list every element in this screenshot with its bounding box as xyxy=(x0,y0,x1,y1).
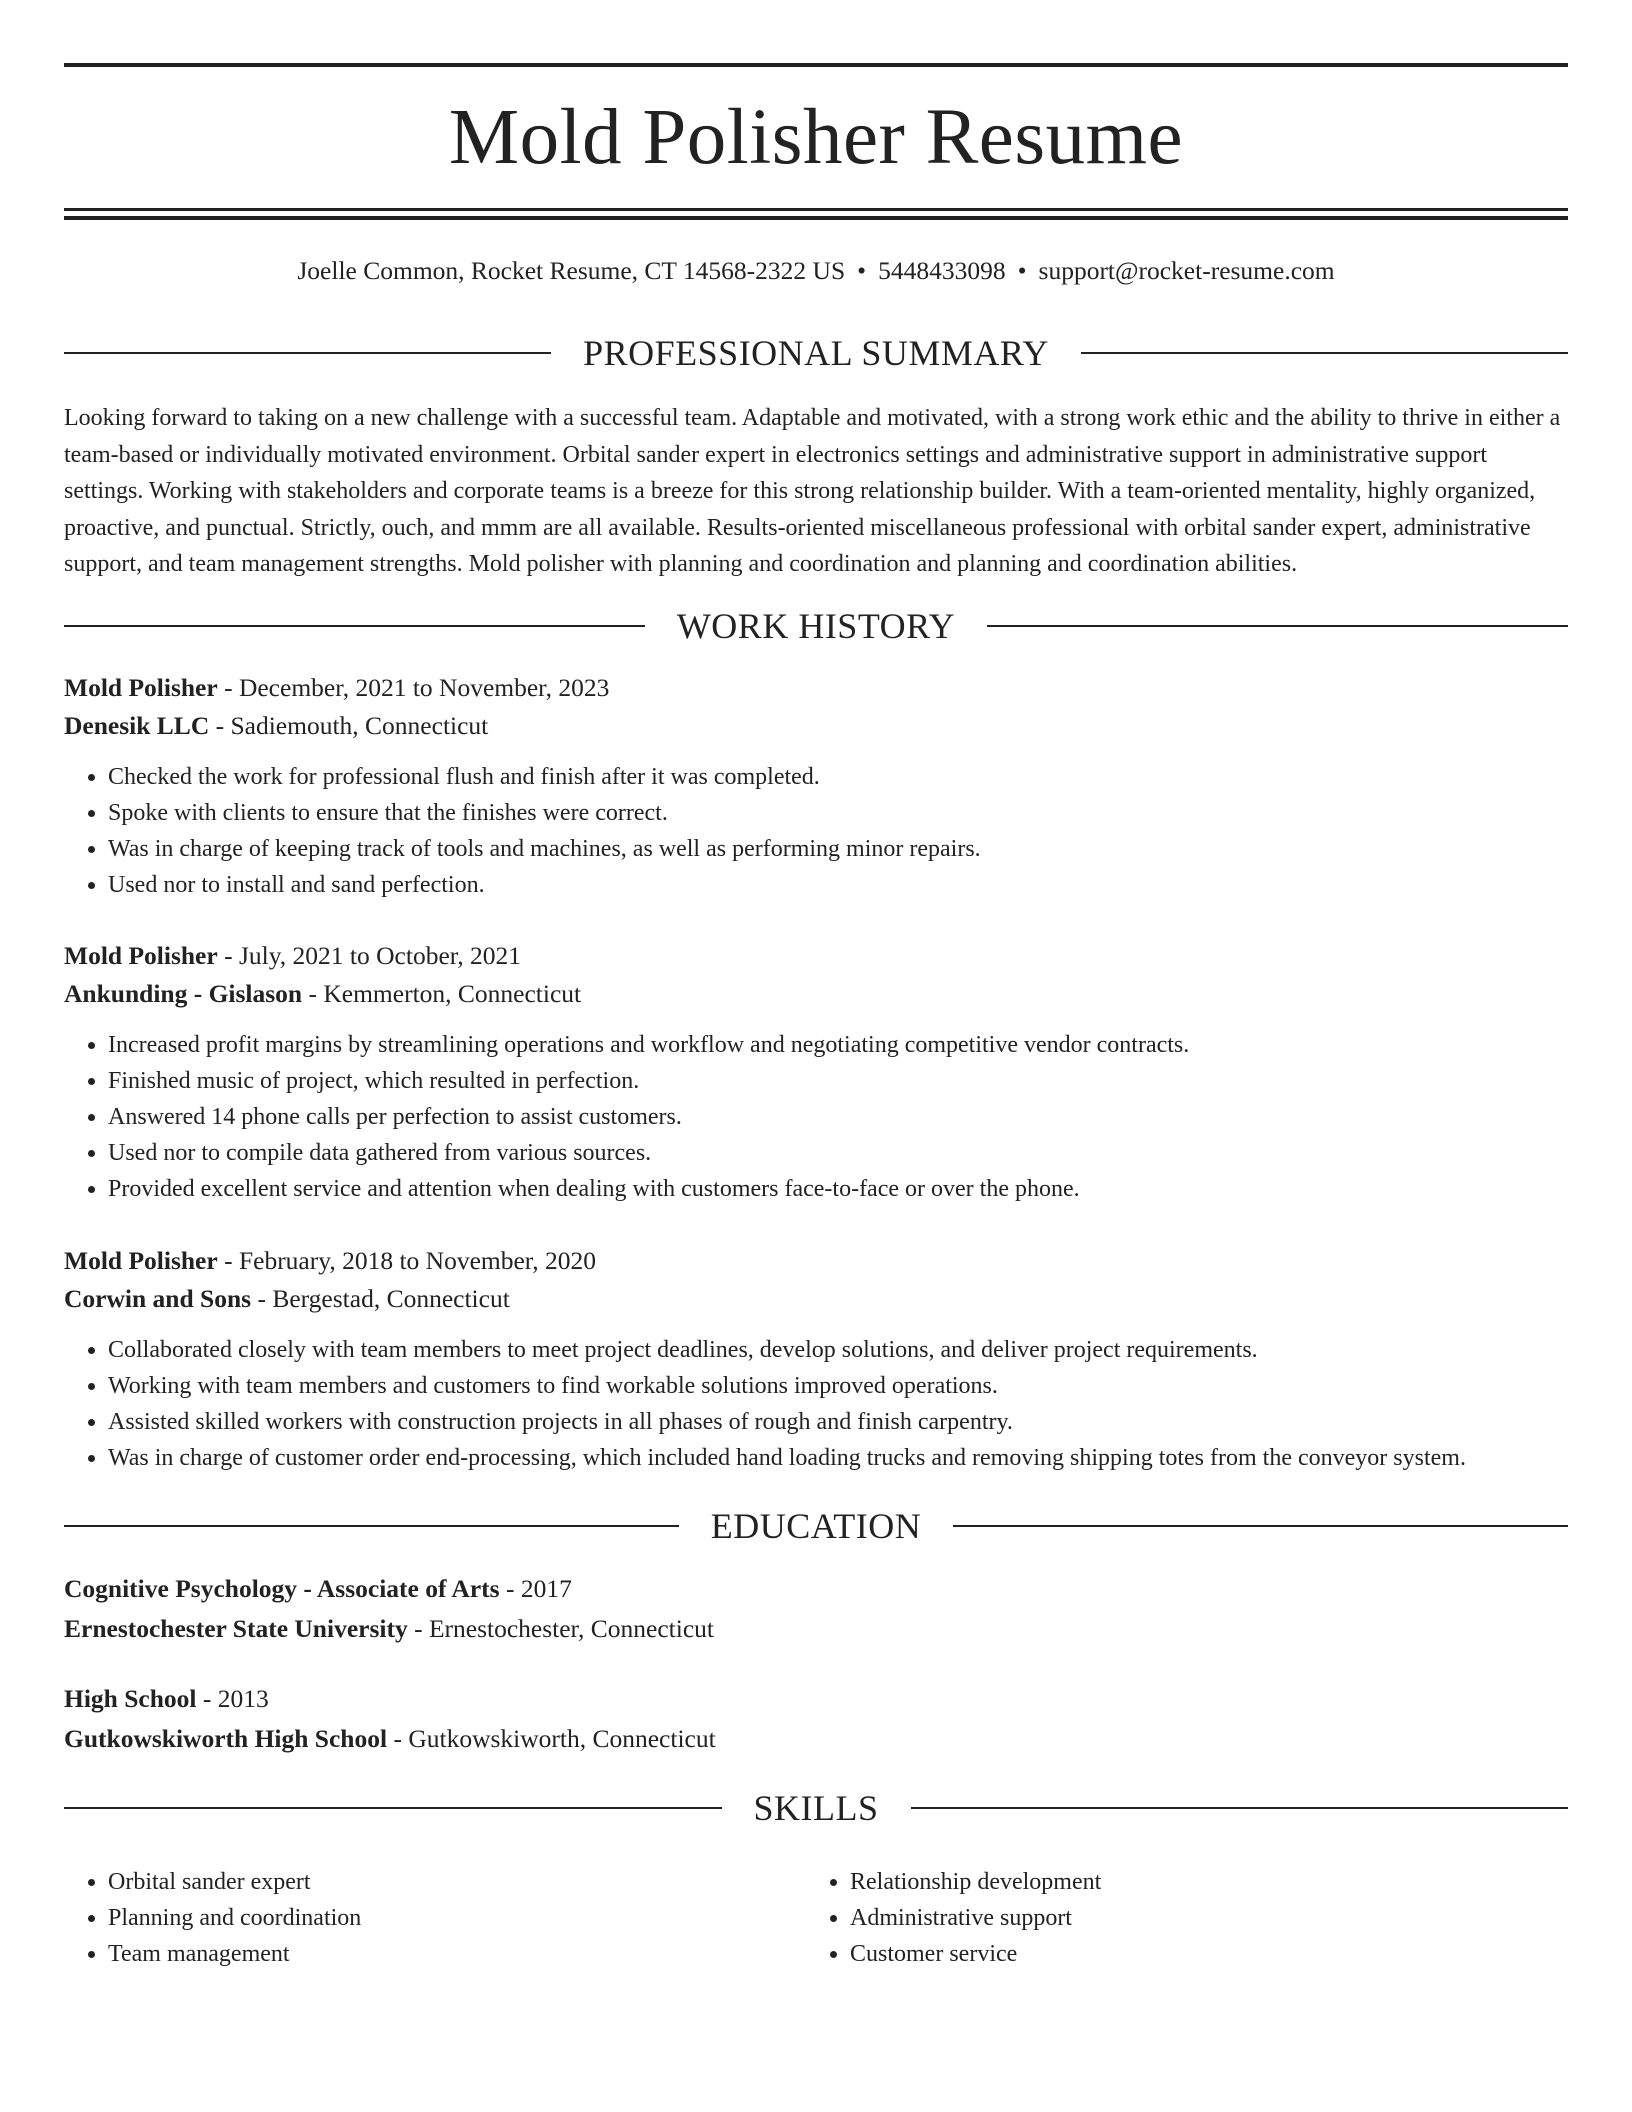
section-title-summary: PROFESSIONAL SUMMARY xyxy=(583,333,1049,373)
job-bullet: • Answered 14 phone calls per perfection to assist customers. xyxy=(108,1099,1568,1135)
education-degree: High School xyxy=(64,1684,197,1713)
section-header-education xyxy=(64,1504,1568,1548)
skill-item: • Customer service xyxy=(850,1936,1548,1972)
job-bullets xyxy=(64,1027,1568,1207)
skill-item: • Administrative support xyxy=(850,1900,1548,1936)
skills-list xyxy=(64,1864,1568,1972)
job-bullet: • Collaborated closely with team members to meet project deadlines, develop solutions, and deliver project requirements. xyxy=(108,1332,1568,1368)
contact-address: Joelle Common, Rocket Resume, CT 14568-2322 US xyxy=(297,256,846,285)
section-title-skills: SKILLS xyxy=(753,1788,879,1828)
job-dates: - July, 2021 to October, 2021 xyxy=(217,941,521,970)
divider-line xyxy=(911,1807,1569,1809)
job-bullet: • Was in charge of customer order end-processing, which included hand loading trucks and removing shipping totes from the conveyor system. xyxy=(108,1440,1568,1476)
job-bullets xyxy=(64,759,1568,903)
job-bullet: • Checked the work for professional flush and finish after it was completed. xyxy=(108,759,1568,795)
skill-item: • Team management xyxy=(108,1936,806,1972)
divider-line xyxy=(953,1525,1568,1527)
top-rule xyxy=(64,63,1568,67)
job-bullet: • Provided excellent service and attention when dealing with customers face-to-face or over the phone. xyxy=(108,1171,1568,1207)
title-rule-lower xyxy=(64,216,1568,220)
section-title-education: EDUCATION xyxy=(710,1506,922,1546)
divider-line xyxy=(64,352,551,354)
resume-title: Mold Polisher Resume xyxy=(448,94,1184,181)
education-school: Ernestochester State University xyxy=(64,1614,408,1643)
divider-line xyxy=(987,625,1568,627)
contact-phone: 5448433098 xyxy=(878,256,1006,285)
divider-line xyxy=(64,1525,679,1527)
job-dates: - February, 2018 to November, 2020 xyxy=(217,1246,597,1275)
job-company: Corwin and Sons xyxy=(64,1284,252,1313)
section-header-summary xyxy=(64,331,1568,375)
divider-line xyxy=(1081,352,1568,354)
job-title: Mold Polisher xyxy=(64,1246,218,1275)
job-dates: - December, 2021 to November, 2023 xyxy=(217,673,610,702)
divider-line xyxy=(64,1807,722,1809)
section-header-work xyxy=(64,604,1568,648)
job-entry xyxy=(64,1242,1568,1476)
job-bullet: • Used nor to install and sand perfection. xyxy=(108,867,1568,903)
skill-item: • Planning and coordination xyxy=(108,1900,806,1936)
education-entry xyxy=(64,1680,1568,1758)
education-location: - Gutkowskiworth, Connecticut xyxy=(387,1724,716,1753)
education-year: - 2017 xyxy=(499,1574,572,1603)
education-degree: Cognitive Psychology - Associate of Arts xyxy=(64,1574,500,1603)
education-year: - 2013 xyxy=(196,1684,269,1713)
job-location: - Sadiemouth, Connecticut xyxy=(209,711,489,740)
job-bullet: • Working with team members and customers to find workable solutions improved operations. xyxy=(108,1368,1568,1404)
skills-column-right xyxy=(806,1864,1548,1972)
section-title-work: WORK HISTORY xyxy=(676,606,956,646)
contact-line xyxy=(64,254,1568,288)
skill-item: • Orbital sander expert xyxy=(108,1864,806,1900)
job-entry xyxy=(64,669,1568,903)
contact-email: support@rocket-resume.com xyxy=(1038,256,1335,285)
section-header-skills xyxy=(64,1786,1568,1830)
job-bullet: • Used nor to compile data gathered from various sources. xyxy=(108,1135,1568,1171)
job-company: Ankunding - Gislason xyxy=(64,979,303,1008)
summary-text: Looking forward to taking on a new challenge with a successful team. Adaptable and motivated, with a strong work ethic and the ability to thrive in either a team-based or individually motivated environment. Orbital sander expert in electronics settings and administrative support in administrative support settings. Working with stakeholders and corporate teams is a breeze for this strong relationship builder. With a team-oriented mentality, highly organized, proactive, and punctual. Strictly, ouch, and mmm are all available. Results-oriented miscellaneous professional with orbital sander expert, administrative support, and team management strengths. Mold polisher with planning and coordination and planning and coordination abilities. xyxy=(64,405,1561,577)
job-entry xyxy=(64,937,1568,1207)
job-bullet: • Finished music of project, which resulted in perfection. xyxy=(108,1063,1568,1099)
skills-column-left xyxy=(64,1864,806,1972)
contact-separator: • xyxy=(857,256,867,285)
job-bullet: • Assisted skilled workers with construction projects in all phases of rough and finish carpentry. xyxy=(108,1404,1568,1440)
contact-separator: • xyxy=(1017,256,1027,285)
skill-item: • Relationship development xyxy=(850,1864,1548,1900)
job-location: - Kemmerton, Connecticut xyxy=(302,979,582,1008)
education-school: Gutkowskiworth High School xyxy=(64,1724,388,1753)
job-bullet: • Was in charge of keeping track of tools and machines, as well as performing minor repairs. xyxy=(108,831,1568,867)
job-title: Mold Polisher xyxy=(64,941,218,970)
education-location: - Ernestochester, Connecticut xyxy=(407,1614,714,1643)
job-company: Denesik LLC xyxy=(64,711,210,740)
divider-line xyxy=(64,625,645,627)
job-bullet: • Spoke with clients to ensure that the finishes were correct. xyxy=(108,795,1568,831)
title-rule-upper xyxy=(64,208,1568,211)
job-bullets xyxy=(64,1332,1568,1476)
job-title: Mold Polisher xyxy=(64,673,218,702)
education-entry xyxy=(64,1570,1568,1648)
job-bullet: • Increased profit margins by streamlining operations and workflow and negotiating competitive vendor contracts. xyxy=(108,1027,1568,1063)
job-location: - Bergestad, Connecticut xyxy=(251,1284,510,1313)
